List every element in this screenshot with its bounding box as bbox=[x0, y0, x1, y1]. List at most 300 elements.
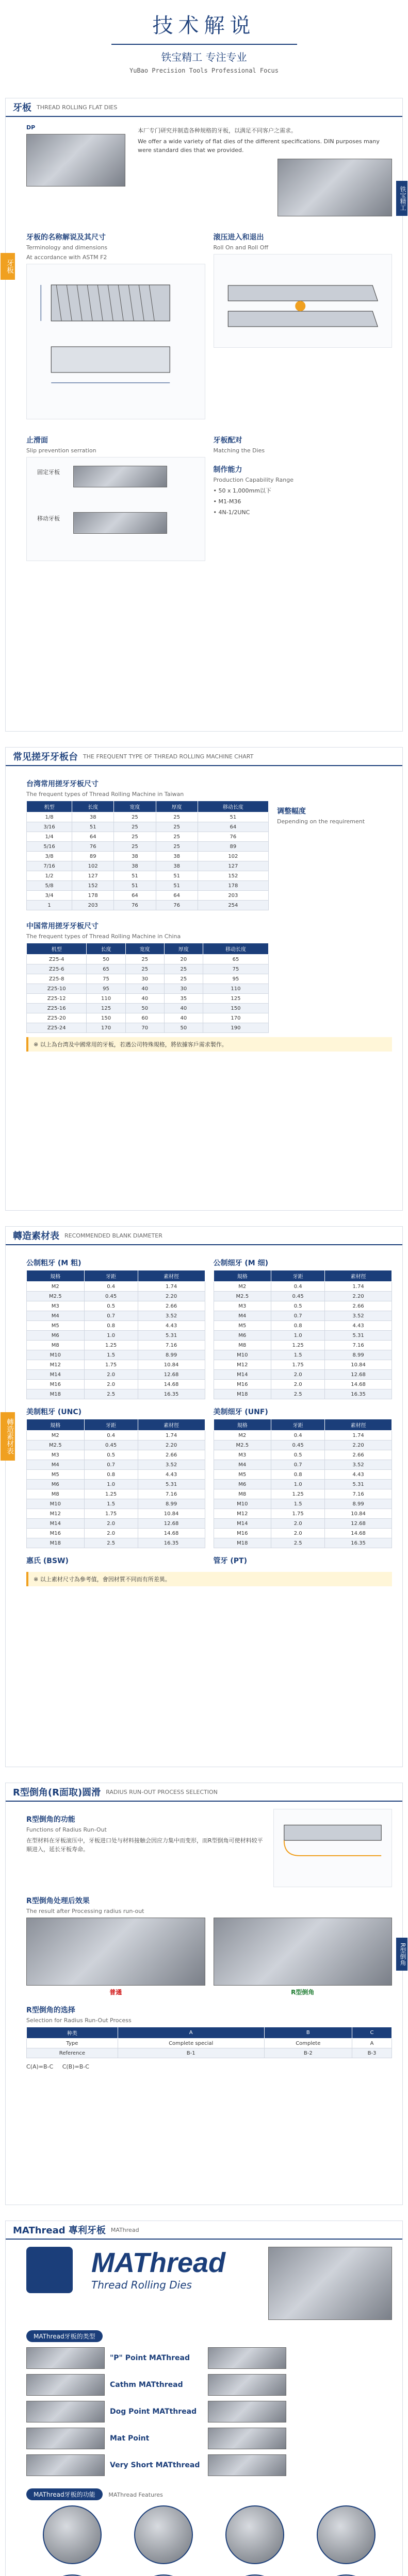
table-cell: 64 bbox=[198, 822, 268, 832]
table-cell: M12 bbox=[214, 1509, 271, 1519]
table-cell: 1.0 bbox=[271, 1480, 325, 1489]
brand-title: MAThread bbox=[91, 2247, 226, 2278]
table-cell: 2.5 bbox=[271, 1389, 325, 1399]
roll-subtitle: Roll On and Roll Off bbox=[213, 244, 269, 251]
table-row bbox=[27, 994, 269, 1004]
table-cell: 8.99 bbox=[138, 1499, 205, 1509]
table-row bbox=[27, 1470, 205, 1480]
adjust-subtitle: Depending on the requirement bbox=[277, 818, 365, 825]
product-label: Cathm MATthread bbox=[110, 2381, 183, 2389]
table-cell: 1/4 bbox=[27, 832, 72, 842]
table-row bbox=[214, 1529, 392, 1538]
table-cell: M2 bbox=[27, 1431, 85, 1440]
table-row bbox=[27, 1331, 205, 1341]
result-bad-label: 普通 bbox=[109, 1989, 122, 1996]
table-row bbox=[27, 1538, 205, 1548]
table-cell: 1.0 bbox=[84, 1480, 138, 1489]
table-cell: 38 bbox=[156, 852, 198, 861]
table-cell: 1 bbox=[27, 901, 72, 910]
table-header-cell: 种类 bbox=[27, 2027, 118, 2039]
page-title: 技术解说 bbox=[152, 14, 256, 38]
table-cell: 2.66 bbox=[138, 1301, 205, 1311]
table-header-cell: 移动长度 bbox=[198, 801, 268, 812]
moving-die bbox=[73, 512, 167, 534]
table-cell: 76 bbox=[198, 832, 268, 842]
table-cell: 2.0 bbox=[271, 1380, 325, 1389]
section-subtitle: RADIUS RUN-OUT PROCESS SELECTION bbox=[106, 1788, 218, 1795]
formula-b: C(B)=B-C bbox=[62, 2063, 89, 2070]
die-dimension-svg bbox=[27, 264, 205, 419]
screw-image bbox=[208, 2401, 286, 2422]
table-cell: 0.4 bbox=[84, 1282, 138, 1292]
table-cell: 76 bbox=[114, 901, 156, 910]
terminology-subtitle: Terminology and dimensions bbox=[26, 244, 108, 251]
table-cell: 0.8 bbox=[84, 1470, 138, 1480]
table-cell: M4 bbox=[27, 1460, 85, 1470]
table-cell: 89 bbox=[198, 842, 268, 852]
table-cell: M2 bbox=[214, 1431, 271, 1440]
section-header bbox=[6, 98, 402, 117]
table-row bbox=[214, 1470, 392, 1480]
function-text: 在型材料在牙板滚压中，牙板进口处与材料接触会因应力集中而变形，而R型倒角可使材料较平顺进入，延长牙板寿命。 bbox=[26, 1837, 263, 1853]
table-cell: 14.68 bbox=[138, 1529, 205, 1538]
table-row bbox=[27, 964, 269, 974]
table-cell: M10 bbox=[214, 1350, 271, 1360]
product-row bbox=[26, 2428, 392, 2449]
table-cell: 38 bbox=[114, 852, 156, 861]
table-cell: 1.74 bbox=[138, 1282, 205, 1292]
table-header-cell: 規格 bbox=[27, 1419, 85, 1431]
table-cell: 12.68 bbox=[138, 1370, 205, 1380]
section-title: 轉造素材表 bbox=[13, 1231, 59, 1242]
table-cell: 64 bbox=[114, 891, 156, 901]
terminology-note: At accordance with ASTM F2 bbox=[26, 254, 107, 261]
table-row bbox=[27, 852, 269, 861]
type-label: DP bbox=[26, 124, 36, 131]
section-radius-runout bbox=[5, 1783, 406, 2205]
screw-image bbox=[208, 2347, 286, 2369]
mathread-logo-icon bbox=[26, 2247, 73, 2293]
table-cell: 1.5 bbox=[271, 1499, 325, 1509]
table-cell: 1/8 bbox=[27, 812, 72, 822]
table-row bbox=[27, 881, 269, 891]
table-cell: 70 bbox=[125, 1023, 164, 1033]
table-cell: M18 bbox=[214, 1389, 271, 1399]
table-header-cell: 宽度 bbox=[114, 801, 156, 812]
roll-svg bbox=[214, 255, 392, 347]
table-cell: 0.5 bbox=[84, 1450, 138, 1460]
product-label: Very Short MATthread bbox=[110, 2461, 200, 2469]
table-cell: 1.74 bbox=[138, 1431, 205, 1440]
table-cell: 2.0 bbox=[271, 1529, 325, 1538]
right-tab: 铁宝精工 bbox=[396, 181, 407, 216]
table-cell: 51 bbox=[156, 871, 198, 881]
selection-table bbox=[26, 2027, 392, 2058]
table-cell: 8.99 bbox=[325, 1499, 392, 1509]
table-row bbox=[27, 955, 269, 964]
table-cell: 25 bbox=[156, 812, 198, 822]
table-cell: 12.68 bbox=[138, 1519, 205, 1529]
table-cell: 127 bbox=[198, 861, 268, 871]
table-cell: 0.45 bbox=[271, 1292, 325, 1301]
table-row bbox=[27, 1489, 205, 1499]
table-cell: 0.8 bbox=[84, 1321, 138, 1331]
table-row bbox=[27, 1509, 205, 1519]
table-cell: 25 bbox=[114, 812, 156, 822]
screw-image bbox=[26, 2454, 105, 2476]
table-cell: 10.84 bbox=[325, 1509, 392, 1519]
table-cell: M2 bbox=[214, 1282, 271, 1292]
section-subtitle: RECOMMENDED BLANK DIAMETER bbox=[64, 1232, 162, 1239]
mathread-die-image bbox=[268, 2247, 392, 2320]
taiwan-title: 台湾常用搓牙牙板尺寸 bbox=[26, 780, 99, 788]
table-cell: 10.84 bbox=[325, 1360, 392, 1370]
table-header-cell: 机型 bbox=[27, 943, 87, 955]
formula-a: C(A)=B-C bbox=[26, 2063, 54, 2070]
selection-title: R型倒角的选择 bbox=[26, 2006, 75, 2014]
table-cell: 8.99 bbox=[138, 1350, 205, 1360]
table-header-cell: 机型 bbox=[27, 801, 72, 812]
table-row bbox=[27, 2048, 392, 2058]
table-cell: 7.16 bbox=[138, 1489, 205, 1499]
table-cell: 95 bbox=[87, 984, 125, 994]
table-header-cell: 牙距 bbox=[84, 1419, 138, 1431]
table-cell: 16.35 bbox=[138, 1389, 205, 1399]
table-cell: 51 bbox=[156, 881, 198, 891]
table-cell: M5 bbox=[214, 1321, 271, 1331]
roll-diagram bbox=[214, 254, 393, 348]
table-cell: 203 bbox=[72, 901, 114, 910]
product-label: Mat Point bbox=[110, 2434, 150, 2443]
table-header-cell: 素材徑 bbox=[325, 1270, 392, 1282]
taiwan-table bbox=[26, 801, 269, 910]
selection-subtitle: Selection for Radius Run-Out Process bbox=[26, 2017, 132, 2024]
blank-table-4 bbox=[214, 1419, 393, 1548]
table-cell: 203 bbox=[198, 891, 268, 901]
table-cell: M18 bbox=[27, 1538, 85, 1548]
table-cell: M12 bbox=[27, 1509, 85, 1519]
table-cell: 2.66 bbox=[325, 1301, 392, 1311]
table-cell: 1.75 bbox=[271, 1360, 325, 1370]
table-cell: 3/16 bbox=[27, 822, 72, 832]
table-cell: 51 bbox=[114, 871, 156, 881]
table-cell: 38 bbox=[72, 812, 114, 822]
table-cell: 1.75 bbox=[84, 1509, 138, 1519]
result-subtitle: The result after Processing radius run-out bbox=[26, 1908, 144, 1914]
table-title-4: 美制细牙 (UNF) bbox=[213, 1408, 268, 1416]
page-tagline: YuBao Precision Tools Professional Focus bbox=[129, 67, 279, 74]
table-cell: 1.5 bbox=[84, 1350, 138, 1360]
table-cell: 2.66 bbox=[325, 1450, 392, 1460]
table-header-cell: 长度 bbox=[72, 801, 114, 812]
table-title-3: 美制粗牙 (UNC) bbox=[26, 1408, 82, 1416]
table-cell: 10.84 bbox=[138, 1360, 205, 1370]
table-cell: 2.20 bbox=[138, 1440, 205, 1450]
moving-label: 移动牙板 bbox=[37, 515, 60, 522]
product-row bbox=[26, 2374, 392, 2396]
table-cell: M8 bbox=[27, 1489, 85, 1499]
table-header-cell: 規格 bbox=[27, 1270, 85, 1282]
section-subtitle: THE FREQUENT TYPE OF THREAD ROLLING MACHINE CHART bbox=[83, 753, 254, 760]
table-cell: M3 bbox=[27, 1450, 85, 1460]
table-cell: 1.25 bbox=[271, 1489, 325, 1499]
table-cell: 102 bbox=[72, 861, 114, 871]
terminology-title: 牙板的名称解说及其尺寸 bbox=[26, 233, 106, 242]
table-row bbox=[214, 1509, 392, 1519]
table-cell: 4.43 bbox=[325, 1321, 392, 1331]
table-row bbox=[214, 1519, 392, 1529]
table-cell: 40 bbox=[125, 994, 164, 1004]
table-header-cell: C bbox=[352, 2027, 391, 2039]
table-cell: 5/16 bbox=[27, 842, 72, 852]
table-row bbox=[27, 871, 269, 881]
table-row bbox=[214, 1292, 392, 1301]
table-cell: 0.4 bbox=[271, 1282, 325, 1292]
table-cell: 1.75 bbox=[84, 1360, 138, 1370]
table-row bbox=[214, 1499, 392, 1509]
table-row bbox=[27, 901, 269, 910]
table-cell: 1.25 bbox=[271, 1341, 325, 1350]
table-cell: 95 bbox=[203, 974, 268, 984]
table-row bbox=[27, 1004, 269, 1013]
machine-image bbox=[278, 159, 392, 216]
table-row bbox=[27, 1282, 205, 1292]
table-cell: 2.5 bbox=[271, 1538, 325, 1548]
machine-note: ※ 以上為台湾及中國常用的牙板，若遇公司特殊規格，將依據客戶需求製作。 bbox=[26, 1037, 392, 1052]
table-cell: 102 bbox=[198, 852, 268, 861]
table-cell: M4 bbox=[214, 1460, 271, 1470]
screw-image bbox=[208, 2428, 286, 2449]
table-cell: 1.74 bbox=[325, 1282, 392, 1292]
table-cell: 51 bbox=[72, 822, 114, 832]
table-cell: M2.5 bbox=[27, 1292, 85, 1301]
table-cell: 65 bbox=[203, 955, 268, 964]
side-tab: 轉造素材表 bbox=[1, 1412, 15, 1461]
table-cell: 76 bbox=[156, 901, 198, 910]
table-cell: 2.5 bbox=[84, 1538, 138, 1548]
table-cell: 0.5 bbox=[271, 1450, 325, 1460]
table-row bbox=[27, 1321, 205, 1331]
table-cell: 178 bbox=[198, 881, 268, 891]
table-cell: 3.52 bbox=[325, 1460, 392, 1470]
table-row bbox=[214, 1370, 392, 1380]
table-cell: 12.68 bbox=[325, 1519, 392, 1529]
china-title: 中国常用搓牙牙板尺寸 bbox=[26, 922, 99, 930]
table-cell: Z25-10 bbox=[27, 984, 87, 994]
table-cell: M14 bbox=[214, 1370, 271, 1380]
table-cell: 16.35 bbox=[138, 1538, 205, 1548]
table-cell: 170 bbox=[203, 1013, 268, 1023]
table-cell: 25 bbox=[164, 974, 203, 984]
table-cell: 25 bbox=[125, 964, 164, 974]
match-title: 牙板配对 bbox=[213, 436, 242, 445]
table-cell: M10 bbox=[27, 1350, 85, 1360]
china-table bbox=[26, 943, 269, 1033]
table-cell: 14.68 bbox=[138, 1380, 205, 1389]
table-row bbox=[27, 832, 269, 842]
table-cell: 7/16 bbox=[27, 861, 72, 871]
section-title: R型倒角(R面取)圆滑 bbox=[13, 1787, 101, 1798]
table-row bbox=[27, 984, 269, 994]
table-cell: 0.8 bbox=[271, 1321, 325, 1331]
table-cell: 1/2 bbox=[27, 871, 72, 881]
table-row bbox=[27, 1460, 205, 1470]
table-cell: Type bbox=[27, 2039, 118, 2048]
china-subtitle: The frequent types of Thread Rolling Machine in China bbox=[26, 933, 181, 940]
table-cell: 25 bbox=[125, 955, 164, 964]
table-row bbox=[27, 1499, 205, 1509]
table-cell: M3 bbox=[214, 1301, 271, 1311]
table-cell: 3.52 bbox=[138, 1311, 205, 1321]
table-cell: M8 bbox=[214, 1341, 271, 1350]
roll-title: 滚压进入和退出 bbox=[213, 233, 264, 242]
table-cell: 0.4 bbox=[84, 1431, 138, 1440]
table-cell: 14.68 bbox=[325, 1380, 392, 1389]
table-row bbox=[214, 1538, 392, 1548]
table-cell: 64 bbox=[72, 832, 114, 842]
table-cell: 7.16 bbox=[325, 1489, 392, 1499]
table-cell: 5/8 bbox=[27, 881, 72, 891]
table-cell: M3 bbox=[214, 1450, 271, 1460]
table-row bbox=[27, 974, 269, 984]
section-title: 牙板 bbox=[13, 103, 31, 113]
table-header-cell: 宽度 bbox=[125, 943, 164, 955]
table-cell: B-3 bbox=[352, 2048, 391, 2058]
table-cell: Z25-8 bbox=[27, 974, 87, 984]
table-cell: 50 bbox=[87, 955, 125, 964]
table-cell: 75 bbox=[87, 974, 125, 984]
table-row bbox=[27, 1360, 205, 1370]
table-cell: 1.5 bbox=[271, 1350, 325, 1360]
capability-subtitle: Production Capability Range bbox=[213, 477, 293, 483]
section-blank-diameter bbox=[5, 1226, 403, 1767]
table-cell: M2 bbox=[27, 1282, 85, 1292]
screw-image bbox=[208, 2374, 286, 2396]
section-header bbox=[6, 1783, 402, 1802]
table-cell: 1.74 bbox=[325, 1431, 392, 1440]
table-header-cell: 素材徑 bbox=[138, 1270, 205, 1282]
screw-image bbox=[26, 2428, 105, 2449]
table-cell: 4.43 bbox=[325, 1470, 392, 1480]
table-cell: 152 bbox=[198, 871, 268, 881]
table-cell: 3/4 bbox=[27, 891, 72, 901]
table-cell: 0.7 bbox=[271, 1311, 325, 1321]
table-cell: 1.0 bbox=[84, 1331, 138, 1341]
table-row bbox=[27, 1519, 205, 1529]
table-cell: 0.45 bbox=[84, 1440, 138, 1450]
table-row bbox=[27, 861, 269, 871]
table-cell: 190 bbox=[203, 1023, 268, 1033]
table-cell: M2.5 bbox=[214, 1440, 271, 1450]
result-bad-image bbox=[26, 1918, 205, 1986]
table-cell: 65 bbox=[87, 964, 125, 974]
result-good-label: R型倒角 bbox=[291, 1989, 315, 1996]
table-cell: 127 bbox=[72, 871, 114, 881]
stationary-label: 固定牙板 bbox=[37, 469, 60, 476]
function-subtitle: Functions of Radius Run-Out bbox=[26, 1826, 107, 1833]
capability-title: 制作能力 bbox=[213, 466, 242, 474]
function-title: R型倒角的功能 bbox=[26, 1816, 75, 1824]
table-row bbox=[27, 891, 269, 901]
table-cell: 5.31 bbox=[138, 1480, 205, 1489]
table-cell: 40 bbox=[164, 1004, 203, 1013]
table-cell: 4.43 bbox=[138, 1470, 205, 1480]
table-cell: M6 bbox=[214, 1480, 271, 1489]
table-cell: 51 bbox=[198, 812, 268, 822]
table-header-cell: B bbox=[264, 2027, 352, 2039]
table-cell: 50 bbox=[125, 1004, 164, 1013]
table-cell: 110 bbox=[203, 984, 268, 994]
table-header-cell: 牙距 bbox=[271, 1419, 325, 1431]
table-row bbox=[27, 1440, 205, 1450]
product-label: "P" Point MAThread bbox=[110, 2354, 190, 2362]
screw-image bbox=[208, 2454, 286, 2476]
table-cell: Z25-16 bbox=[27, 1004, 87, 1013]
table-cell: 2.0 bbox=[84, 1380, 138, 1389]
table-cell: M12 bbox=[27, 1360, 85, 1370]
table-row bbox=[214, 1440, 392, 1450]
section-mathread bbox=[5, 2221, 403, 2576]
table-cell: 7.16 bbox=[138, 1341, 205, 1350]
table-cell: 2.0 bbox=[84, 1370, 138, 1380]
table-cell: 178 bbox=[72, 891, 114, 901]
table-cell: M14 bbox=[27, 1370, 85, 1380]
table-cell: 50 bbox=[164, 1023, 203, 1033]
table-cell: 16.35 bbox=[325, 1389, 392, 1399]
table-cell: 1.0 bbox=[271, 1331, 325, 1341]
table-cell: Z25-4 bbox=[27, 955, 87, 964]
table-cell: 3.52 bbox=[325, 1311, 392, 1321]
table-title-1: 公制粗牙 (M 粗) bbox=[26, 1259, 81, 1267]
table-cell: 20 bbox=[164, 955, 203, 964]
table-row bbox=[214, 1341, 392, 1350]
slip-diagram bbox=[26, 457, 205, 561]
table-cell: 0.7 bbox=[84, 1460, 138, 1470]
table-row bbox=[27, 1450, 205, 1460]
table-cell: M2.5 bbox=[27, 1440, 85, 1450]
title-divider bbox=[111, 44, 297, 45]
table-cell: 25 bbox=[114, 832, 156, 842]
table-cell: 25 bbox=[156, 842, 198, 852]
table-cell: 5.31 bbox=[325, 1331, 392, 1341]
capability-line-2: • M1-M36 bbox=[213, 498, 241, 505]
table-row bbox=[214, 1431, 392, 1440]
blank-table-3 bbox=[26, 1419, 205, 1548]
table-cell: 25 bbox=[114, 822, 156, 832]
section-header bbox=[6, 1227, 402, 1245]
table-row bbox=[214, 1489, 392, 1499]
result-title: R型倒角处理后效果 bbox=[26, 1897, 90, 1905]
table-row bbox=[214, 1360, 392, 1370]
table-cell: 170 bbox=[87, 1023, 125, 1033]
table-cell: 30 bbox=[164, 984, 203, 994]
table-cell: Complete special bbox=[118, 2039, 264, 2048]
table-cell: 75 bbox=[203, 964, 268, 974]
table-header-cell: 規格 bbox=[214, 1270, 271, 1282]
table-row bbox=[27, 1380, 205, 1389]
table-cell: 2.0 bbox=[84, 1529, 138, 1538]
table-row bbox=[27, 812, 269, 822]
table-cell: M5 bbox=[27, 1470, 85, 1480]
brand-subtitle: Thread Rolling Dies bbox=[91, 2279, 192, 2291]
blank-table-2 bbox=[214, 1270, 393, 1399]
table-cell: M2.5 bbox=[214, 1292, 271, 1301]
table-cell: 2.20 bbox=[325, 1440, 392, 1450]
table-row bbox=[214, 1321, 392, 1331]
features-subtitle: MAThread Features bbox=[108, 2492, 163, 2498]
table-cell: A bbox=[352, 2039, 391, 2048]
slip-title: 止滑面 bbox=[26, 436, 48, 445]
